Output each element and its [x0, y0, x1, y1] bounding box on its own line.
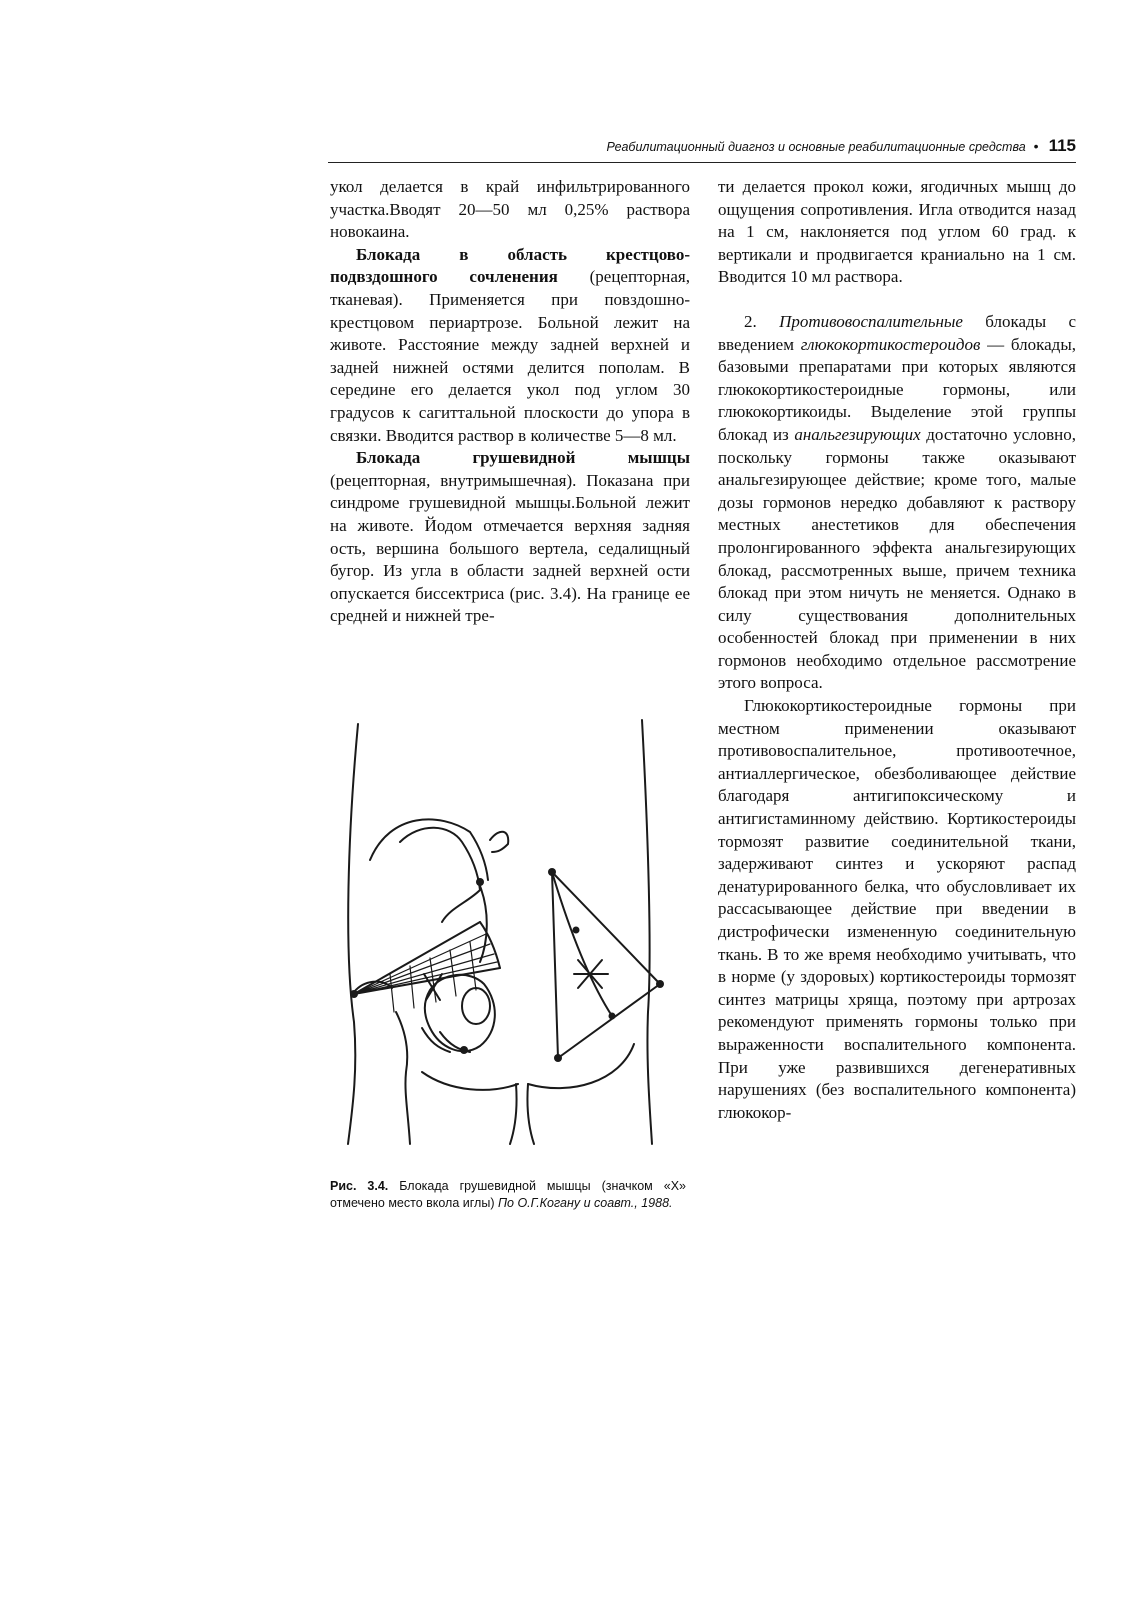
- right-paragraph-2: [718, 311, 1076, 695]
- needle-x-right: [574, 960, 608, 988]
- ilium-inner: [400, 828, 480, 922]
- landmark-dot-3: [554, 1054, 562, 1062]
- piriformis-block-illustration: [330, 712, 690, 1158]
- term-anti-inflammatory: Противовоспалительные: [779, 311, 963, 331]
- sacroiliac-block-text: (рецепторная, тканевая). Применяется при повздошно-крестцовом периартрозе. Больной лежит на животе. Расстояние между задней верхней и задней нижней остями делится пополам. В середине его делается укол под углом 30 градусов к сагиттальной плоскости до упора в связки. Вводится раствор в количестве 5—8 мл.: [330, 267, 690, 445]
- buttock-right-lower: [528, 1044, 634, 1088]
- heading-sacroiliac-block: Блокада в область крестцово-подвздошного сочленения: [330, 244, 690, 287]
- body-outline-left: [348, 724, 358, 1144]
- landmark-dot-4: [573, 927, 580, 934]
- right-paragraph-1: ти делается прокол кожи, ягодичных мышц до ощущения сопротивления. Игла отводится назад на 1 см, наклоняется под углом 60 град. к вертикали и продвигается краниально на 1 см. Вводится 10 мл раствора.: [718, 177, 1076, 287]
- landmark-dot-2: [656, 980, 664, 988]
- section-number: 2.: [744, 311, 780, 331]
- piriformis-outer-edge: [480, 922, 500, 968]
- heading-piriformis-block: Блокада грушевидной мышцы: [356, 448, 690, 468]
- term-glucocorticoids: глюкокортикостероидов: [800, 334, 981, 354]
- buttock-left-lower: [422, 1072, 518, 1090]
- right-p2-end: достаточно условно, поскольку гормоны также оказывают анальгезирующее действие; кроме того, малые дозы гормонов нередко добавляют к раствору местных анестетиков для обеспечения пролонгированного эффекта анальгезирующих блокад, рассмотренных выше, причем техника блокад при этом ничуть не меняется. Однако в силу существования дополнительных особенностей блокад при применении в них гормонов необходимо отдельное рассмотрение этого вопроса.: [718, 424, 1076, 693]
- running-header: [328, 136, 1076, 162]
- landmark-dot-6: [350, 990, 358, 998]
- landmark-triangle: [552, 872, 660, 1058]
- left-paragraph-3: [330, 447, 690, 628]
- left-paragraph-2: [330, 244, 690, 447]
- right-column: [718, 176, 1076, 1124]
- figure-3-4: [330, 712, 690, 1158]
- caption-text: Блокада грушевидной мышцы (значком «Х» отмечено место вкола иглы): [330, 1179, 686, 1210]
- caption-source: По О.Г.Когану и соавт., 1988.: [497, 1196, 673, 1210]
- right-paragraph-3: Глюкокортикостероидные гормоны при местном применении оказывают противовоспалительное, противоотечное, антиаллергическое, обезболивающее действие благодаря антигипоксическому и антигистаминному действию. Кортикостероиды тормозят развитие соединительной ткани, задерживают синтез и ускоряют распад денатурированного белка, что обусловливает их рассасывающее действие при введении в дистрофически измененную соединительную ткань. В то же время необходимо учитывать, что в норме (у здоровых) кортикостероиды тормозят синтез матрицы хряща, поэтому при артрозах рекомендуют применять гормоны только при выраженности воспалительного компонента. При уже развившихся дегенеративных нарушениях (без воспалительного компонента) глюкокор-: [718, 696, 1076, 1122]
- header-rule: [328, 162, 1076, 163]
- piriformis-block-text: (рецепторная, внутримышечная). Показана при синдроме грушевидной мышцы.Больной лежит на животе. Йодом отмечается верхняя задняя ость, вершина большого вертела, седалищный бугор. Из угла в области задней верхней ости опускается биссектриса (рис. 3.4). На границе ее средней и нижней тре-: [330, 470, 690, 626]
- caption-label: Рис. 3.4.: [330, 1179, 389, 1193]
- landmark-dot-7: [476, 878, 484, 886]
- left-column: [330, 176, 690, 628]
- femoral-head: [462, 988, 490, 1024]
- small-hook: [490, 832, 508, 852]
- left-paragraph-1: укол делается в край инфильтрированного участка.Вводят 20—50 мл 0,25% раствора новокаина.: [330, 177, 690, 242]
- header-bullet: •: [1033, 138, 1039, 154]
- landmark-dot-1: [548, 868, 556, 876]
- page-number: 115: [1048, 136, 1076, 155]
- right-p2-mid2: — блокады, базовыми препаратами при которых являются глюкокортикостероидные гормоны, или глюкокортикоиды. Выделение этой группы блокад из: [718, 334, 1077, 444]
- bisector-line: [552, 872, 612, 1016]
- femur-left: [396, 1012, 410, 1144]
- right-p2-mid1: блокады с введением: [718, 311, 1077, 354]
- figure-caption: [330, 1178, 686, 1212]
- landmark-dot-5: [609, 1013, 616, 1020]
- body-outline-right: [642, 720, 652, 1144]
- gluteal-cleft: [510, 1084, 534, 1144]
- landmark-dot-8: [460, 1046, 468, 1054]
- running-title: Реабилитационный диагноз и основные реабилитационные средства: [606, 140, 1026, 154]
- term-analgesic: анальгезирующих: [794, 424, 921, 444]
